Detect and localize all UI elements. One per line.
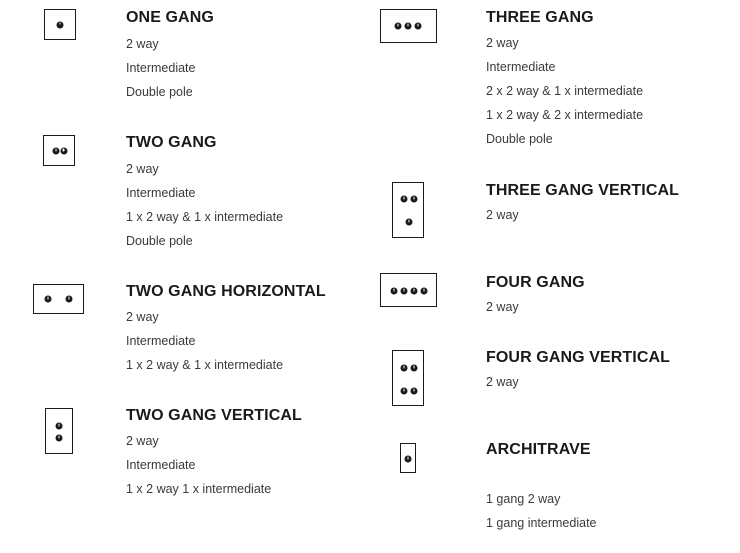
three-gang-vertical-section — [486, 181, 679, 227]
rocker-icon — [395, 23, 402, 30]
rocker-icon — [56, 423, 63, 430]
rocker-icon — [60, 148, 67, 155]
option-text: 2 way — [126, 434, 159, 448]
rocker-icon — [401, 365, 408, 372]
rocker-icon — [411, 365, 418, 372]
section-title: TWO GANG VERTICAL — [126, 407, 302, 424]
option-text: Double pole — [126, 234, 193, 248]
option-text: 2 way — [126, 37, 159, 51]
architrave-section — [486, 440, 597, 535]
section-title: FOUR GANG — [486, 274, 585, 291]
four-gang-vertical-section — [486, 348, 670, 394]
option-text: 2 way — [486, 375, 519, 389]
two-gang-switch-icon — [43, 135, 75, 166]
rocker-icon — [53, 148, 60, 155]
four-gang-section — [486, 273, 585, 319]
option-text: 2 way — [126, 162, 159, 176]
rocker-icon — [421, 288, 428, 295]
three-gang-section — [486, 8, 643, 151]
rocker-icon — [411, 288, 418, 295]
option-text: 1 x 2 way & 2 x intermediate — [486, 108, 644, 122]
option-text: Double pole — [126, 85, 193, 99]
rocker-icon — [405, 456, 412, 463]
section-title: FOUR GANG VERTICAL — [486, 349, 671, 366]
option-text: Intermediate — [126, 186, 196, 200]
two-gang-horizontal-switch-icon — [33, 284, 84, 314]
rocker-icon — [401, 388, 408, 395]
four-gang-switch-icon — [380, 273, 437, 307]
option-text: 2 way — [486, 300, 519, 314]
rocker-icon — [411, 388, 418, 395]
section-title: TWO GANG — [126, 134, 217, 151]
two-gang-section — [126, 133, 283, 253]
rocker-icon — [401, 196, 408, 203]
two-gang-horizontal-section — [126, 282, 326, 377]
section-title: THREE GANG — [486, 9, 594, 26]
rocker-icon — [391, 288, 398, 295]
option-text: 2 way — [486, 208, 519, 222]
rocker-icon — [415, 23, 422, 30]
section-title: ARCHITRAVE — [486, 441, 591, 458]
option-text: 1 x 2 way & 1 x intermediate — [126, 358, 284, 372]
option-text: Intermediate — [126, 458, 196, 472]
option-text: 1 x 2 way & 1 x intermediate — [126, 210, 284, 224]
rocker-icon — [405, 23, 412, 30]
option-text: Intermediate — [126, 61, 196, 75]
rocker-icon — [66, 296, 73, 303]
option-text: 1 gang intermediate — [486, 516, 597, 530]
section-title: TWO GANG HORIZONTAL — [126, 283, 326, 300]
option-text: 2 x 2 way & 1 x intermediate — [486, 84, 644, 98]
two-gang-vertical-switch-icon — [45, 408, 73, 454]
rocker-icon — [57, 21, 64, 28]
rocker-icon — [45, 296, 52, 303]
three-gang-vertical-switch-icon — [392, 182, 424, 238]
one-gang-switch-icon — [44, 9, 76, 40]
option-text: 1 gang 2 way — [486, 492, 561, 506]
option-text: 2 way — [486, 36, 519, 50]
four-gang-vertical-switch-icon — [392, 350, 424, 406]
three-gang-switch-icon — [380, 9, 437, 43]
option-text: 2 way — [126, 310, 159, 324]
architrave-switch-icon — [400, 443, 416, 473]
option-text: Intermediate — [126, 334, 196, 348]
option-text: Intermediate — [486, 60, 556, 74]
rocker-icon — [401, 288, 408, 295]
one-gang-section — [126, 8, 214, 104]
section-title: THREE GANG VERTICAL — [486, 182, 680, 199]
rocker-icon — [406, 219, 413, 226]
two-gang-vertical-section — [126, 406, 302, 501]
section-title: ONE GANG — [126, 9, 214, 26]
rocker-icon — [56, 435, 63, 442]
rocker-icon — [411, 196, 418, 203]
option-text: 1 x 2 way 1 x intermediate — [126, 482, 272, 496]
option-text: Double pole — [486, 132, 553, 146]
